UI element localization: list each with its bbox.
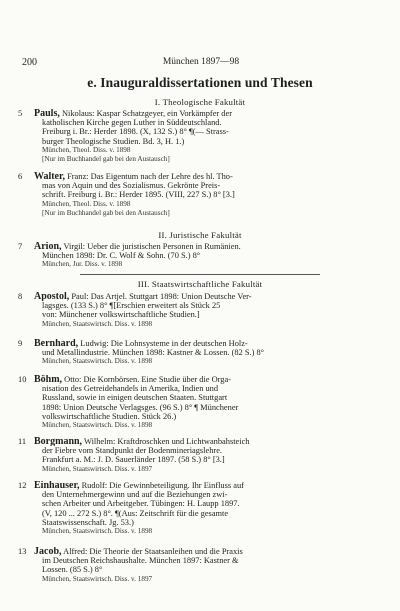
section-divider — [80, 274, 320, 275]
entry-note: München, Staatswirtsch. Diss. v. 1898 — [42, 357, 153, 366]
entry-line: im Deutschen Reichshaushalte. München 1897: Kastner & — [42, 556, 239, 566]
page-number: 200 — [22, 57, 37, 68]
entry-line: Rudolf: Die Gewinnbeteiligung. Ihr Einfluss auf — [81, 481, 244, 490]
entry-line: München 1898: Dr. C. Wolf & Sohn. (70 S.) 8° — [42, 251, 201, 261]
section-heading: II. Juristische Fakultät — [158, 230, 242, 240]
entry-number: 5 — [18, 109, 23, 118]
entry-line: burger Theologische Studien. Bd. 3, H. 1.) — [42, 136, 185, 146]
entry-author: Einhauser, — [34, 481, 80, 491]
entry-line: schen Arbeiter und Arbeitgeber. Tübingen: H. Laupp 1897. — [42, 499, 240, 509]
entry-line: Paul: Das Artjel. Stuttgart 1898: Union Deutsche Ver- — [71, 292, 252, 301]
bibliography-entry — [18, 109, 368, 169]
entry-line: volkswirtschaftliche Studien. Stück 26.) — [42, 411, 177, 421]
entry-number: 12 — [18, 481, 27, 490]
entry-note: [Nur im Buchhandel gab bei den Austausch] — [42, 208, 170, 217]
entry-number: 10 — [18, 375, 27, 384]
entry-line: Lossen. (85 S.) 8° — [42, 565, 103, 575]
entry-line: 1898: Union Deutsche Verlagsges. (96 S.) 8° ¶ Münchener — [42, 402, 239, 412]
entry-author: Apostol, — [34, 292, 70, 302]
entry-note: [Nur im Buchhandel gab bei den Austausch] — [42, 155, 170, 164]
entry-line: Staatswissenschaft. Jg. 53.) — [42, 517, 134, 527]
entry-author: Jacob, — [34, 547, 62, 557]
section-heading: I. Theologische Fakultät — [154, 97, 246, 107]
entry-line: mas von Aquin und des Sozialismus. Gekrönte Preis- — [42, 181, 221, 191]
entry-note: München, Staatswirtsch. Diss. v. 1898 — [42, 527, 153, 536]
entry-line: und Metallindustrie. München 1898: Kastner & Lossen. (82 S.) 8° — [42, 348, 264, 358]
entry-line: Virgil: Ueber die juristischen Personen in Rumänien. — [63, 242, 241, 251]
entry-number: 8 — [18, 292, 23, 301]
entry-line: lagsges. (133 S.) 8° ¶[Erschien erweitert als Stück 25 — [42, 301, 221, 311]
bibliography-entry — [18, 375, 368, 431]
entry-line: Otto: Die Kornbörsen. Eine Studie über die Orga- — [64, 375, 231, 384]
bibliography-entry — [18, 172, 368, 222]
entry-line: der Fiebre vom Standpunkt der Bodenmineriagslehre. — [42, 446, 223, 456]
entry-note: München, Jur. Diss. v. 1898 — [42, 260, 123, 269]
document-title: e. Inauguraldissertationen und Thesen — [87, 75, 313, 90]
section-heading: III. Staatswirtschaftliche Fakultät — [137, 279, 263, 289]
entry-line: Alfred: Die Theorie der Staatsanleihen und die Praxis — [63, 547, 243, 556]
entry-line: Wilhelm: Kraftdroschken und Lichtwanbahsteich — [84, 437, 250, 446]
entry-number: 7 — [18, 242, 23, 251]
page-header — [22, 57, 380, 71]
entry-line: katholischen Kirche gegen Luther in Süddeutschland. — [42, 118, 222, 128]
entry-author: Arion, — [34, 242, 62, 252]
entry-line: Nikolaus: Kaspar Schatzgeyer, ein Vorkämpfer der — [61, 109, 232, 118]
entry-author: Pauls, — [34, 109, 60, 119]
entry-number: 9 — [18, 339, 23, 348]
bibliography-entry — [18, 437, 368, 477]
entry-number: 13 — [18, 547, 27, 556]
entry-note: München, Staatswirtsch. Diss. v. 1897 — [42, 574, 153, 583]
entry-author: Böhm, — [34, 375, 63, 385]
bibliography-entry — [18, 481, 368, 537]
bibliography-entry — [18, 547, 368, 587]
entry-line: Freiburg i. Br.: Herder 1898. (X, 132 S.) 8° ¶(— Strass- — [42, 127, 229, 137]
entry-note: München, Staatswirtsch. Diss. v. 1898 — [42, 319, 153, 328]
running-head: München 1897—98 — [162, 57, 240, 67]
entry-author: Walter, — [34, 172, 66, 182]
entry-author: Borgmann, — [34, 437, 83, 447]
entry-number: 6 — [18, 172, 23, 181]
entry-note: München, Staatswirtsch. Diss. v. 1898 — [42, 421, 153, 430]
entry-line: Franz: Das Eigentum nach der Lehre des hl. Tho- — [67, 172, 233, 181]
entry-note: München, Theol. Diss. v. 1898 — [42, 199, 131, 208]
entry-line: schrift. Freiburg i. Br.: Herder 1895. (VIII, 227 S.) 8° [3.] — [42, 190, 235, 200]
entry-line: nisation des Getreidehandels in Amerika, Indien und — [42, 384, 219, 394]
bibliography-entry — [18, 242, 368, 272]
entry-number: 11 — [18, 437, 27, 446]
entry-line: von: Münchener volkswirtschaftliche Studien.] — [42, 310, 200, 320]
entry-note: München, Staatswirtsch. Diss. v. 1897 — [42, 464, 153, 473]
entry-line: Ludwig: Die Lohnsysteme in der deutschen Holz- — [80, 339, 248, 348]
entry-line: (V, 120 ... 272 S.) 8°. ¶(Aus: Zeitschrift für die gesamte — [42, 508, 229, 518]
entry-line: den Unternehmergewinn und auf die Beziehungen zwi- — [42, 490, 228, 500]
bibliography-entry — [18, 292, 368, 332]
entry-line: Russland, sowie in einigen deutschen Staaten. Stuttgart — [42, 393, 228, 403]
entry-note: München, Theol. Diss. v. 1898 — [42, 145, 131, 154]
bibliography-entry — [18, 339, 368, 369]
entry-line: Frankfurt a. M.: J. D. Sauerländer 1897. (58 S.) 8° [3.] — [42, 455, 225, 465]
entry-author: Bernhard, — [34, 339, 79, 349]
